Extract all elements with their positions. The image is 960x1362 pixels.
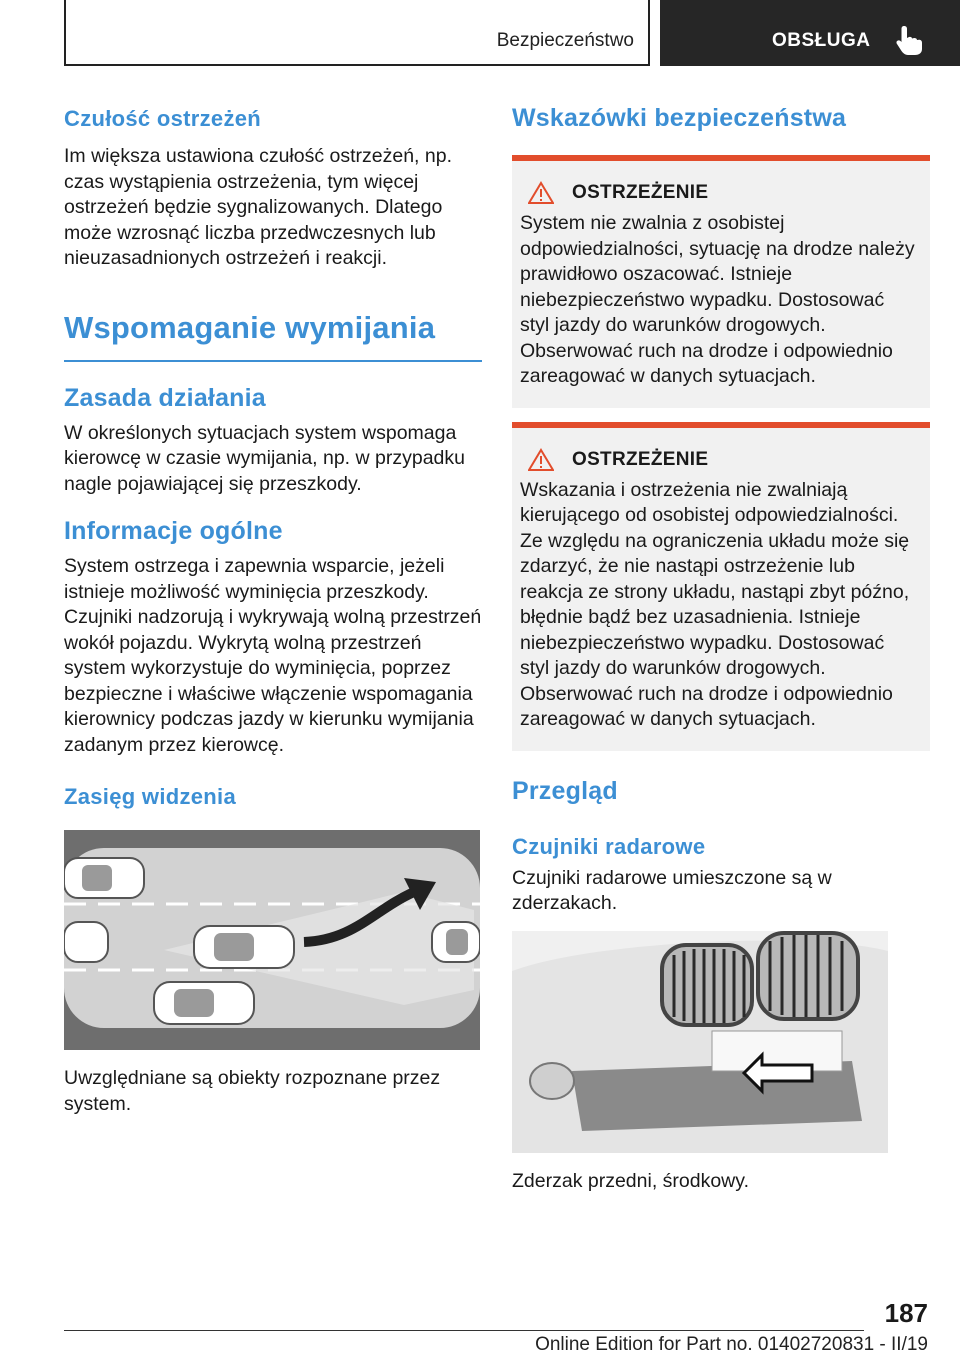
page-number: 187 <box>884 1298 928 1328</box>
warning-block-2 <box>512 422 930 751</box>
warning-block-1 <box>512 155 930 408</box>
warning-triangle-icon <box>528 181 554 205</box>
warning-label: OSTRZEŻENIE <box>572 182 709 203</box>
header-section-title: Bezpieczeństwo <box>496 30 634 51</box>
radar-heading: Czujniki radarowe <box>512 833 706 859</box>
sensitivity-paragraph: Im większa ustawiona czułość ostrzeżeń, np. czas wystąpienia ostrzeżenia, tym więcej ostrzeżeń będzie sygnalizowanych. Dlatego może wzrosnąć liczba przedwczesnych lub nieuzasadnionych ostrzeżeń i reakcji. <box>64 145 453 269</box>
warning-text: Wskazania i ostrzeżenia nie zwalniają kierującego od osobistej odpowiedzialności. Ze względu na ograniczenia układu może się zdarzyć, że nie nastąpi ostrzeżenie lub reakcja ze strony układu, nastąpi zbyt późno, błędnie bądź bez uzasadnienia. Istnieje niebezpieczeństwo wypadku. Dostosować styl jazdy do warunków drogowych. Obserwować ruch na drodze i odpowiednio zareagować w danych sytuacjach. <box>520 478 910 730</box>
road-diagram <box>64 830 480 1050</box>
pointing-hand-icon <box>894 24 924 56</box>
bumper-illustration <box>512 931 888 1153</box>
front-bumper-photo <box>512 931 888 1153</box>
footer-rule <box>64 1330 864 1331</box>
warning-box <box>512 161 930 408</box>
detection-range-illustration <box>64 830 480 1050</box>
warning-header <box>520 181 922 205</box>
warning-triangle-icon <box>528 448 554 472</box>
header-chapter-label: OBSŁUGA <box>772 30 871 51</box>
sensitivity-heading: Czułość ostrzeżeń <box>64 106 262 131</box>
range-heading: Zasięg widzenia <box>64 784 236 809</box>
title-rule <box>64 360 482 362</box>
range-caption: Uwzględniane są obiekty rozpoznane przez system. <box>64 1067 441 1115</box>
principle-heading: Zasada działania <box>64 383 266 412</box>
principle-paragraph: W określonych sytuacjach system wspomaga kierowcę w czasie wymijania, np. w przypadku nagle pojawiającej się przeszkody. <box>64 421 465 495</box>
radar-paragraph: Czujniki radarowe umieszczone są w zderzakach. <box>512 866 832 914</box>
photo-caption: Zderzak przedni, środkowy. <box>512 1169 749 1192</box>
warning-box <box>512 428 930 751</box>
header-section-box <box>64 0 650 66</box>
left-column <box>64 100 482 1117</box>
right-column <box>512 100 930 1194</box>
warning-label: OSTRZEŻENIE <box>572 448 709 470</box>
header-chapter-tab[interactable] <box>660 0 960 66</box>
general-info-paragraph: System ostrzega i zapewnia wsparcie, jeżeli istnieje możliwość wyminięcia przeszkody. Czujniki nadzorują i wykrywają wolną przestrzeń wokół pojazdu. Wykrytą wolną przestrzeń system wykorzystuje do wyminięcia, poprzez bezpieczne i właściwe włączenie wspomagania kierownicy podczas jazdy w kierunku wymijania zadanym przez kierowcę. <box>64 555 482 756</box>
footer-edition: Online Edition for Part no. 01402720831 - II/19 <box>535 1334 928 1355</box>
general-info-heading: Informacje ogólne <box>64 517 283 545</box>
warning-text: System nie zwalnia z osobistej odpowiedzialności, sytuację na drodze należy prawidłowo oszacować. Istnieje niebezpieczeństwo wypadku. Dostosować styl jazdy do warunków drogowych. Obserwować ruch na drodze i odpowiednio zareagować w danych sytuacjach. <box>520 212 915 387</box>
warning-header <box>520 448 922 472</box>
overview-heading: Przegląd <box>512 776 618 805</box>
page-title: Wspomaganie wymijania <box>64 309 436 345</box>
safety-heading: Wskazówki bezpieczeństwa <box>512 104 847 132</box>
